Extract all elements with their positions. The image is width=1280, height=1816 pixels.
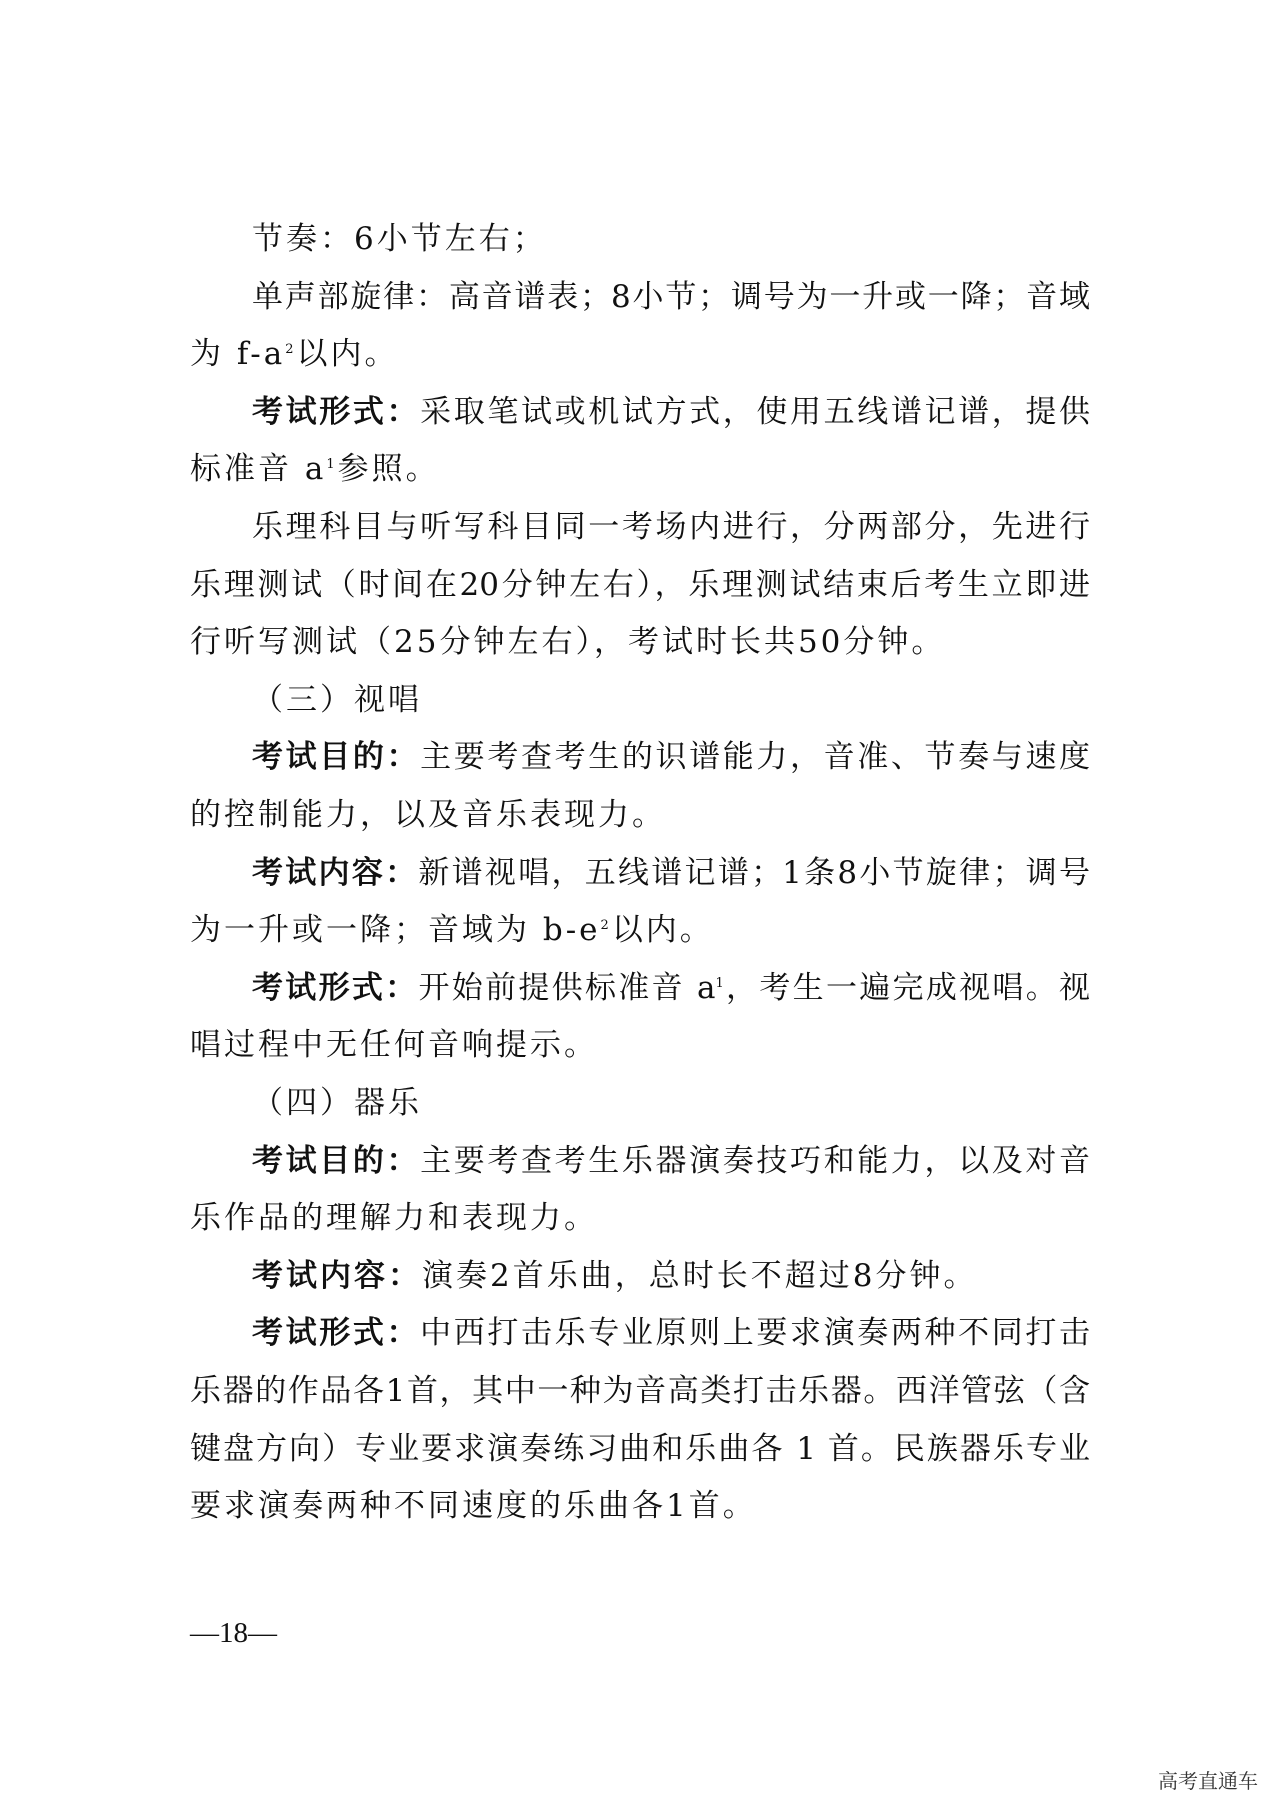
paragraph-exam-content-1: 考试内容：新谱视唱，五线谱记谱；1条8小节旋律；调号: [252, 854, 1091, 891]
text-line: 为一升或一降；音域为 $b-e^2$以内。: [190, 912, 714, 949]
paragraph-exam-content-2: 考试内容：演奏2首乐曲，总时长不超过8分钟。: [252, 1257, 978, 1294]
text-line: 要求演奏两种不同速度的乐曲各1首。: [190, 1488, 757, 1525]
text-line: 的控制能力，以及音乐表现力。: [190, 797, 666, 833]
watermark: 高考直通车: [1158, 1769, 1258, 1793]
section-heading-sight-singing: （三）视唱: [252, 681, 422, 718]
bold-heading: 考试目的：: [252, 739, 421, 776]
bold-heading: 考试形式：: [252, 393, 421, 430]
paragraph-exam-purpose-1: 考试目的：主要考查考生的识谱能力，音准、节奏与速度: [252, 739, 1090, 776]
section-heading-instrumental: （四）器乐: [252, 1085, 422, 1121]
text-line: 乐理测试（时间在20分钟左右），乐理测试结束后考生立即进: [190, 566, 1090, 603]
text-line: 乐器的作品各1首，其中一种为音高类打击乐器。西洋管弦（含: [190, 1373, 1090, 1409]
paragraph-theory-dictation: 乐理科目与听写科目同一考场内进行，分两部分，先进行: [252, 509, 1090, 545]
paragraph-melody: [252, 277, 1090, 317]
text-line: 乐作品的理解力和表现力。: [190, 1200, 598, 1237]
text-line: 行听写测试（25分钟左右），考试时长共50分钟。: [190, 624, 946, 661]
bold-heading: 考试形式：: [252, 1315, 421, 1352]
page-number: —18—: [190, 1617, 277, 1649]
text-line: 唱过程中无任何音响提示。: [190, 1027, 598, 1064]
text-line: 为 $f-a^2$以内。: [190, 336, 399, 373]
paragraph-exam-purpose-2: 考试目的：主要考查考生乐器演奏技巧和能力，以及对音: [252, 1142, 1090, 1179]
paragraph-exam-format-3: 考试形式：中西打击乐专业原则上要求演奏两种不同打击: [252, 1315, 1090, 1352]
bold-heading: 考试形式：: [252, 969, 419, 1006]
text-line: 键盘方向）专业要求演奏练习曲和乐曲各 1 首。民族器乐专业: [190, 1430, 1090, 1467]
paragraph-exam-format-2: 考试形式：开始前提供标准音 $a^1$，考生一遍完成视唱。视: [252, 969, 1091, 1006]
superscript: 1: [715, 975, 724, 991]
bold-heading: 考试内容：: [252, 854, 419, 891]
paragraph-rhythm: [252, 219, 547, 259]
bold-heading: 考试内容：: [252, 1257, 422, 1294]
bold-heading: 考试目的：: [252, 1142, 421, 1179]
text-line: 单声部旋律：高音谱表；8小节；调号为一升或一降；音域: [252, 278, 1090, 315]
text-line: 节奏：6小节左右；: [252, 221, 547, 257]
superscript: 2: [600, 918, 612, 934]
text-line: 标准音 $a^1$参照。: [190, 451, 440, 488]
paragraph-exam-format-1: 考试形式：采取笔试或机试方式，使用五线谱记谱，提供: [252, 393, 1090, 430]
superscript: 1: [326, 457, 338, 473]
superscript: 2: [285, 342, 297, 358]
